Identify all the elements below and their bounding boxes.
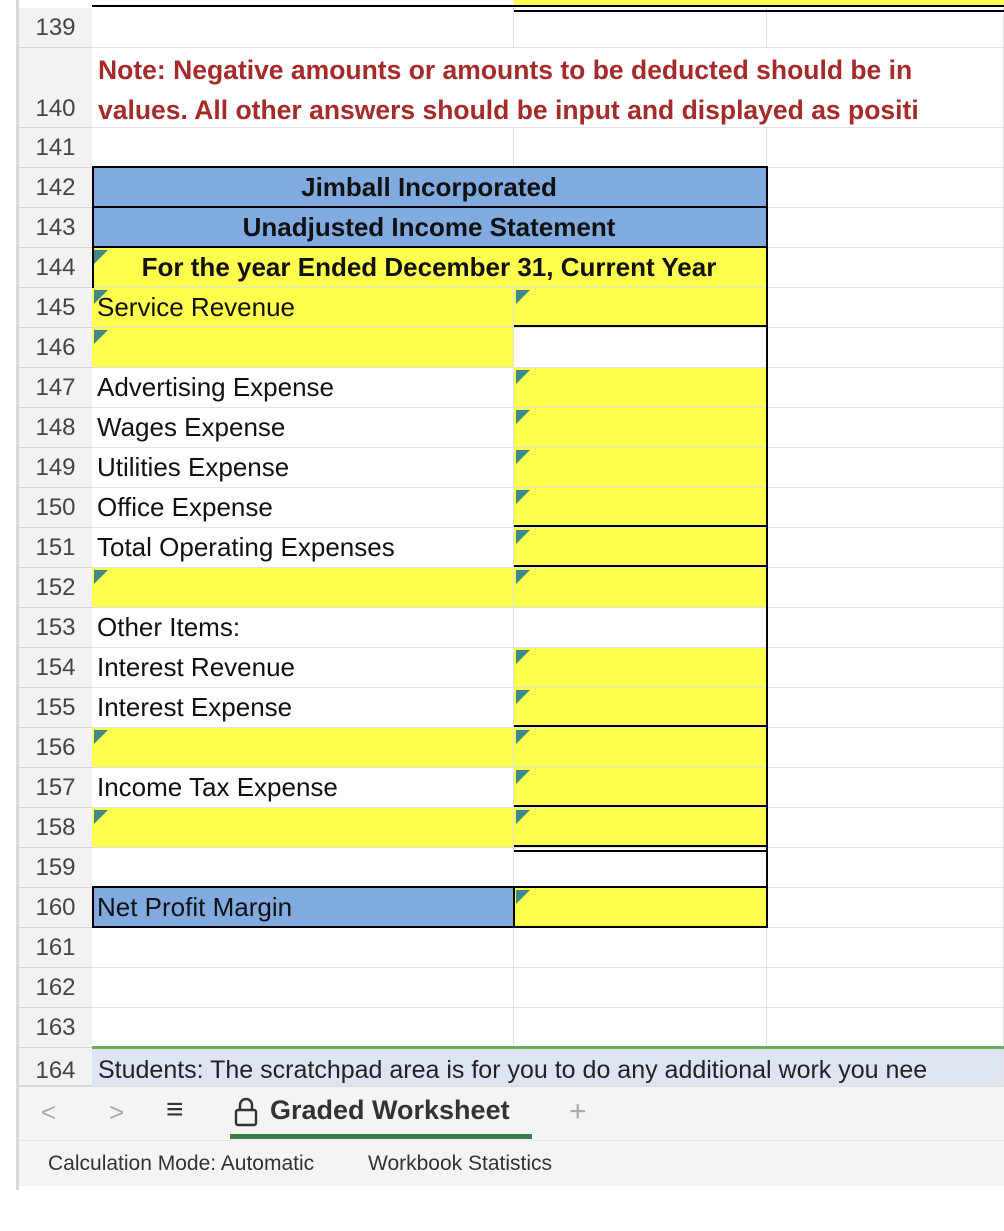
border-line — [92, 926, 768, 928]
cell-D139[interactable] — [767, 8, 1004, 48]
note-line-2: values. All other answers should be input and displayed as positi — [98, 95, 919, 125]
cell-D154[interactable] — [767, 648, 1004, 688]
income-before-tax-input[interactable] — [514, 728, 767, 768]
border-line — [514, 850, 768, 852]
cell-note-indicator-icon — [94, 250, 108, 264]
row-header-142[interactable]: 142 — [19, 168, 92, 208]
cell-note-indicator-icon — [94, 810, 108, 824]
yellow-fill-strip — [514, 0, 1004, 5]
cell-D151[interactable] — [767, 528, 1004, 568]
row-header-162[interactable]: 162 — [19, 968, 92, 1008]
income-tax-expense-label: Income Tax Expense — [92, 768, 514, 808]
cell-note-indicator-icon — [516, 290, 530, 304]
add-sheet-icon[interactable]: + — [569, 1095, 587, 1128]
row-header-160[interactable]: 160 — [19, 888, 92, 928]
advertising-expense-input[interactable] — [514, 368, 767, 408]
calculation-mode[interactable]: Calculation Mode: Automatic — [48, 1152, 315, 1175]
cell-note-indicator-icon — [516, 410, 530, 424]
sheet-tab-bar — [19, 1086, 1004, 1140]
cell-D159[interactable] — [767, 848, 1004, 888]
cell-note-indicator-icon — [94, 730, 108, 744]
cell-note-indicator-icon — [516, 690, 530, 704]
office-expense-input[interactable] — [514, 488, 767, 528]
cell-note-indicator-icon — [516, 730, 530, 744]
border-line — [92, 5, 1004, 7]
border-line — [514, 845, 768, 847]
cell-B159[interactable] — [92, 848, 514, 888]
cell-D161[interactable] — [767, 928, 1004, 968]
cell-D144[interactable] — [767, 248, 1004, 288]
cell-note-indicator-icon — [516, 650, 530, 664]
interest-revenue-label: Interest Revenue — [92, 648, 514, 688]
net-income-input[interactable] — [514, 808, 767, 848]
net-profit-margin-label: Net Profit Margin — [92, 888, 514, 928]
cell-D150[interactable] — [767, 488, 1004, 528]
cell-B162[interactable] — [92, 968, 514, 1008]
row-header-161[interactable]: 161 — [19, 928, 92, 968]
income-before-tax-label-input[interactable] — [92, 728, 514, 768]
note-line-1: Note: Negative amounts or amounts to be deducted should be in — [98, 55, 913, 85]
utilities-expense-label: Utilities Expense — [92, 448, 514, 488]
net-profit-margin-input[interactable] — [514, 888, 767, 928]
cell-D146[interactable] — [767, 328, 1004, 368]
border-line — [513, 886, 515, 928]
cell-D145[interactable] — [767, 288, 1004, 328]
active-tab-underline — [230, 1134, 532, 1139]
row-header-163[interactable]: 163 — [19, 1008, 92, 1048]
next-sheet-icon[interactable]: > — [109, 1097, 125, 1127]
cell-B139[interactable] — [92, 8, 514, 48]
row-header-146[interactable]: 146 — [19, 328, 92, 368]
negative-amounts-note — [98, 50, 1004, 130]
cell-C159[interactable] — [514, 848, 767, 888]
tab-label: Graded Worksheet — [270, 1095, 510, 1125]
cell-C161[interactable] — [514, 928, 767, 968]
cell-note-indicator-icon — [516, 890, 530, 904]
other-items-label: Other Items: — [92, 608, 514, 648]
interest-expense-label: Interest Expense — [92, 688, 514, 728]
statement-period: For the year Ended December 31, Current Year — [92, 248, 767, 288]
cell-C162[interactable] — [514, 968, 767, 1008]
cell-note-indicator-icon — [94, 570, 108, 584]
cell-D157[interactable] — [767, 768, 1004, 808]
status-bar — [19, 1140, 1004, 1186]
row-header-152[interactable]: 152 — [19, 568, 92, 608]
cell-D142[interactable] — [767, 168, 1004, 208]
utilities-expense-input[interactable] — [514, 448, 767, 488]
border-line — [514, 805, 768, 807]
cell-D163[interactable] — [767, 1008, 1004, 1048]
net-income-label-input[interactable] — [92, 808, 514, 848]
row-header-151[interactable]: 151 — [19, 528, 92, 568]
cell-note-indicator-icon — [516, 450, 530, 464]
service-revenue-input[interactable] — [514, 288, 767, 328]
border-line — [92, 886, 94, 928]
interest-revenue-input[interactable] — [514, 648, 767, 688]
cell-note-indicator-icon — [516, 530, 530, 544]
cell-C141[interactable] — [514, 128, 767, 168]
row-header-154[interactable]: 154 — [19, 648, 92, 688]
border-line — [92, 246, 768, 248]
cell-D155[interactable] — [767, 688, 1004, 728]
office-expense-label: Office Expense — [92, 488, 514, 528]
row-header-148[interactable]: 148 — [19, 408, 92, 448]
cell-C163[interactable] — [514, 1008, 767, 1048]
cell-note-indicator-icon — [516, 370, 530, 384]
cell-note-indicator-icon — [516, 570, 530, 584]
cell-D162[interactable] — [767, 968, 1004, 1008]
row-header-155[interactable]: 155 — [19, 688, 92, 728]
operating-income-input[interactable] — [514, 568, 767, 608]
all-sheets-menu-icon[interactable]: ≡ — [166, 1093, 184, 1126]
cell-D148[interactable] — [767, 408, 1004, 448]
cell-D158[interactable] — [767, 808, 1004, 848]
wages-expense-label: Wages Expense — [92, 408, 514, 448]
border-line — [514, 565, 768, 567]
total-operating-expenses-input[interactable] — [514, 528, 767, 568]
window-left-border — [0, 0, 19, 1190]
income-tax-expense-input[interactable] — [514, 768, 767, 808]
border-line — [92, 166, 94, 288]
statement-title: Unadjusted Income Statement — [92, 208, 767, 248]
border-line — [92, 206, 768, 208]
border-line — [514, 725, 768, 727]
row-header-158[interactable]: 158 — [19, 808, 92, 848]
row-header-153[interactable]: 153 — [19, 608, 92, 648]
row-header-139[interactable]: 139 — [19, 8, 92, 48]
cell-D149[interactable] — [767, 448, 1004, 488]
border-line — [514, 10, 1004, 12]
tab-graded-worksheet[interactable] — [230, 1087, 532, 1141]
row-header-159[interactable]: 159 — [19, 848, 92, 888]
cell-D153[interactable] — [767, 608, 1004, 648]
cell-D156[interactable] — [767, 728, 1004, 768]
cell-C153[interactable] — [514, 608, 767, 648]
row-header-141[interactable]: 141 — [19, 128, 92, 168]
cell-note-indicator-icon — [516, 810, 530, 824]
row-header-145[interactable]: 145 — [19, 288, 92, 328]
border-line — [514, 525, 768, 527]
total-operating-expenses-label: Total Operating Expenses — [92, 528, 514, 568]
row-header-164[interactable]: 164 — [19, 1048, 92, 1086]
wages-expense-input[interactable] — [514, 408, 767, 448]
cell-C139[interactable] — [514, 8, 767, 48]
row-header-156[interactable]: 156 — [19, 728, 92, 768]
cell-note-indicator-icon — [516, 490, 530, 504]
lock-icon — [234, 1097, 258, 1127]
cell-B161[interactable] — [92, 928, 514, 968]
scratchpad-instructions: Students: The scratchpad area is for you to do any additional work you nee — [92, 1049, 1004, 1086]
operating-income-label-input[interactable] — [92, 568, 514, 608]
cell-note-indicator-icon — [516, 770, 530, 784]
advertising-expense-label: Advertising Expense — [92, 368, 514, 408]
cell-note-indicator-icon — [94, 330, 108, 344]
border-line — [92, 886, 768, 888]
border-line — [766, 166, 768, 928]
prev-sheet-icon[interactable]: < — [41, 1097, 57, 1127]
revenue-blank-label-input[interactable] — [92, 328, 514, 368]
cell-B141[interactable] — [92, 128, 514, 168]
cell-D152[interactable] — [767, 568, 1004, 608]
row-header-143[interactable]: 143 — [19, 208, 92, 248]
row-header-140[interactable]: 140 — [19, 48, 92, 128]
interest-expense-input[interactable] — [514, 688, 767, 728]
border-line — [92, 166, 768, 168]
cell-D147[interactable] — [767, 368, 1004, 408]
service-revenue-label[interactable]: Service Revenue — [92, 288, 514, 328]
cell-B163[interactable] — [92, 1008, 514, 1048]
cell-D141[interactable] — [767, 128, 1004, 168]
workbook-statistics[interactable]: Workbook Statistics — [368, 1152, 553, 1175]
cell-C146[interactable] — [514, 328, 767, 368]
row-header-147[interactable]: 147 — [19, 368, 92, 408]
row-header-144[interactable]: 144 — [19, 248, 92, 288]
cell-D143[interactable] — [767, 208, 1004, 248]
row-header-149[interactable]: 149 — [19, 448, 92, 488]
cell-note-indicator-icon — [94, 290, 108, 304]
row-header-157[interactable]: 157 — [19, 768, 92, 808]
cell-D160[interactable] — [767, 888, 1004, 928]
company-name: Jimball Incorporated — [92, 168, 767, 208]
row-header-150[interactable]: 150 — [19, 488, 92, 528]
border-line — [514, 325, 768, 327]
